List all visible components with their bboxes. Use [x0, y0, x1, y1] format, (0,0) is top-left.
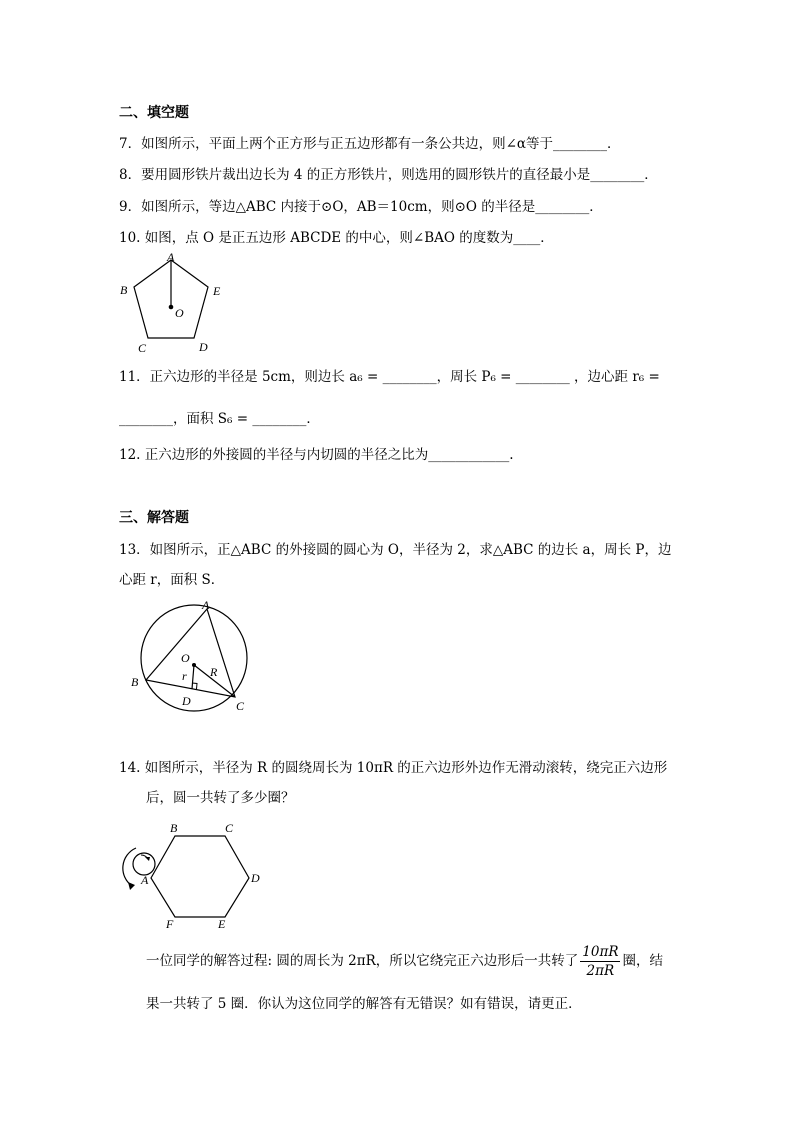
question-9: 9．如图所示，等边△ABC 内接于⊙O，AB＝10cm，则⊙O 的半径是________． — [119, 199, 603, 215]
label-vertex-a: A — [202, 598, 210, 612]
circle-triangle-figure — [126, 593, 256, 721]
question-14-line-1: 14. 如图所示，半径为 R 的圆绕周长为 10πR 的正六边形外边作无滑动滚转，绕完正六边形 — [119, 760, 668, 776]
rolling-circle — [133, 853, 155, 875]
label-radius-r-upper: R — [210, 665, 218, 679]
equilateral-triangle — [146, 609, 235, 697]
label-apothem-r-lower: r — [182, 669, 187, 683]
question-8: 8．要用圆形铁片裁出边长为 4 的正方形铁片，则选用的圆形铁片的直径最小是________． — [119, 167, 658, 183]
section-heading-fill-in: 二、填空题 — [119, 105, 189, 121]
label-vertex-c: C — [236, 699, 245, 713]
question-13-line-1: 13．如图所示，正△ABC 的外接圆的圆心为 O，半径为 2，求△ABC 的边长 a，周长 P，边 — [119, 542, 672, 558]
answer-text-before-fraction: 一位同学的解答过程: 圆的周长为 2πR，所以它绕完正六边形后一共转了 — [146, 953, 579, 969]
question-12: 12. 正六边形的外接圆的半径与内切圆的半径之比为____________. — [119, 447, 514, 463]
fraction-numerator: 10πR — [582, 943, 619, 960]
question-11-line-1: 11．正六边形的半径是 5cm，则边长 a₆ = ________，周长 P₆ = ________ ，边心距 r₆ = — [119, 369, 660, 385]
pentagon-figure — [112, 250, 222, 356]
label-vertex-a: A — [167, 250, 175, 264]
label-vertex-f: F — [166, 917, 174, 928]
answer-text-after-fraction: 圈，结 — [622, 953, 663, 969]
label-vertex-b: B — [120, 283, 128, 297]
label-vertex-c: C — [225, 821, 234, 835]
label-vertex-b: B — [170, 821, 178, 835]
label-vertex-e: E — [218, 917, 226, 928]
center-point-o — [192, 663, 196, 667]
fraction-10pir-over-2pir — [580, 943, 620, 980]
question-7: 7．如图所示，平面上两个正方形与正五边形都有一条公共边，则∠α等于________． — [119, 136, 621, 152]
outer-arrow-head — [128, 882, 135, 890]
label-vertex-e: E — [213, 284, 221, 298]
question-14-answer-line-1 — [146, 939, 663, 983]
center-point-o — [169, 305, 174, 310]
question-14-answer-line-2: 果一共转了 5 圈．你认为这位同学的解答有无错误？如有错误，请更正． — [146, 996, 582, 1012]
label-center-o: O — [181, 651, 190, 665]
label-vertex-d: D — [199, 340, 208, 354]
label-vertex-d: D — [251, 871, 260, 885]
question-10: 10. 如图，点 O 是正五边形 ABCDE 的中心，则∠BAO 的度数为____． — [119, 230, 554, 246]
inner-arrow-head — [145, 857, 150, 861]
hexagon-rolling-circle-figure — [114, 818, 266, 928]
circumscribed-circle — [141, 605, 247, 711]
label-vertex-a: A — [141, 873, 149, 887]
hexagon-shape — [151, 836, 249, 917]
label-vertex-c: C — [138, 341, 147, 355]
question-11-line-2: ________，面积 S₆ = ________． — [119, 411, 320, 427]
label-foot-d: D — [182, 694, 191, 708]
section-heading-solve: 三、解答题 — [119, 510, 189, 526]
label-vertex-b: B — [131, 675, 139, 689]
label-center-o: O — [175, 306, 184, 320]
segment-od-apothem — [192, 665, 194, 689]
fraction-denominator: 2πR — [586, 962, 615, 979]
question-14-line-2: 后，圆一共转了多少圈？ — [146, 790, 295, 806]
question-13-line-2: 心距 r，面积 S． — [119, 572, 225, 588]
